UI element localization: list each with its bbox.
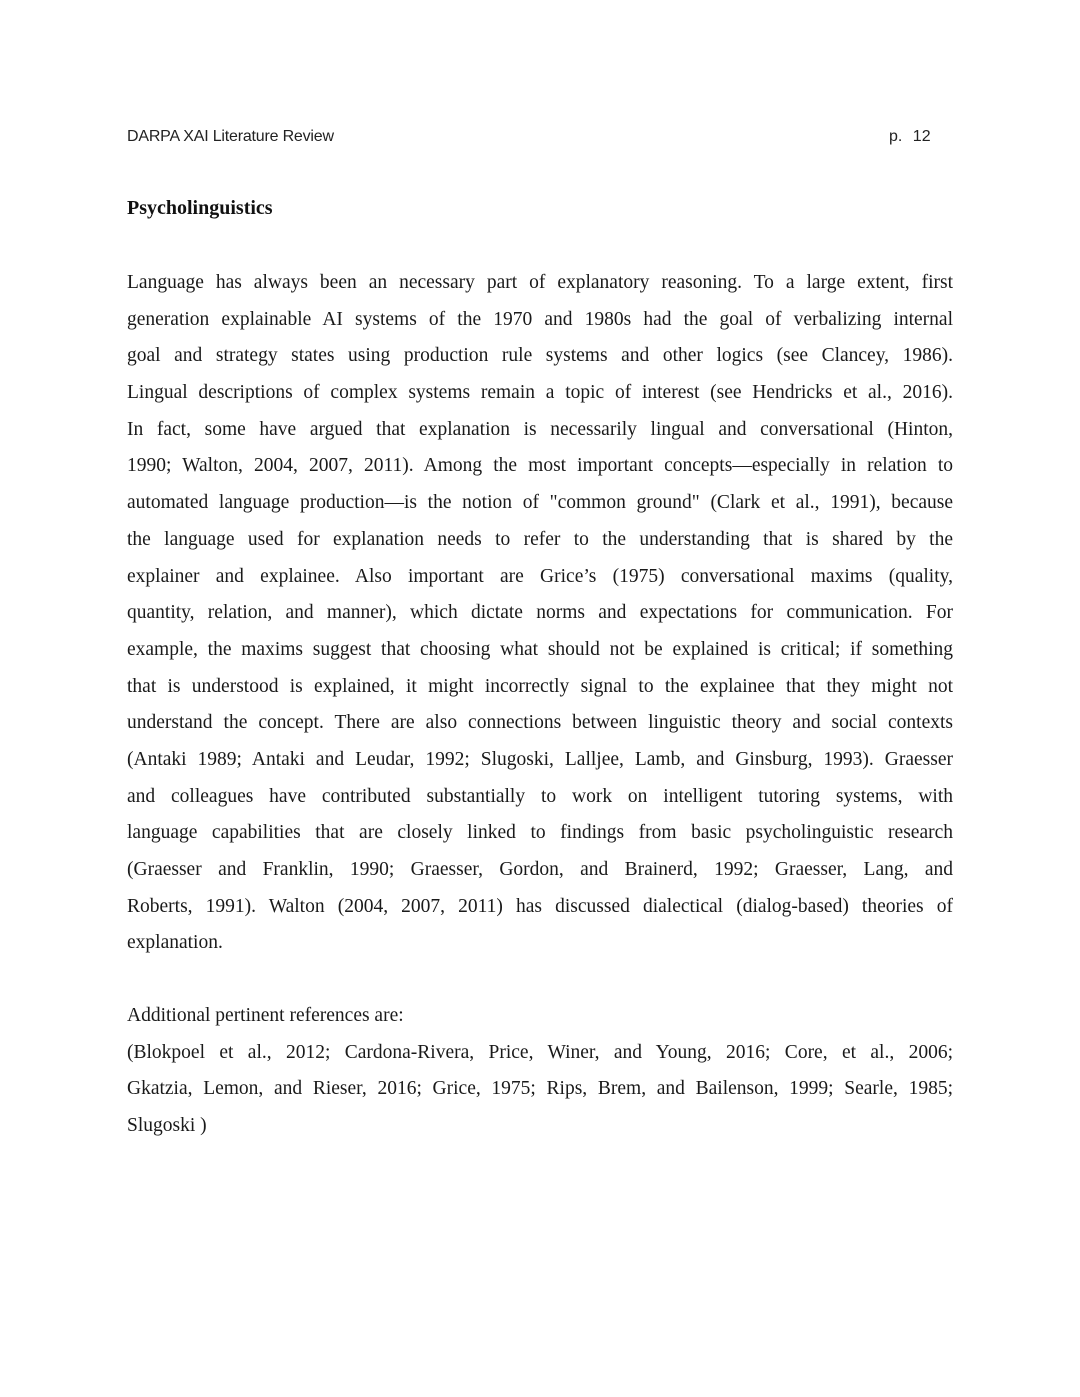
text-line: Language has always been an necessary part of explanatory reasoning. To a large extent, first xyxy=(127,272,953,293)
text-line: automated language production—is the notion of "common ground" (Clark et al., 1991), because xyxy=(127,492,953,514)
text-line: quantity, relation, and manner), which dictate norms and expectations for communication. For xyxy=(127,602,953,624)
text-line: and colleagues have contributed substantially to work on intelligent tutoring systems, with xyxy=(127,785,953,807)
text-line: the language used for explanation needs to refer to the understanding that is shared by the xyxy=(127,528,953,550)
text-line: language capabilities that are closely linked to findings from basic psycholinguistic research xyxy=(127,822,953,844)
text-line: understand the concept. There are also connections between linguistic theory and social contexts xyxy=(127,712,953,734)
text-line: example, the maxims suggest that choosing what should not be explained is critical; if something xyxy=(127,638,953,660)
text-line: Lingual descriptions of complex systems remain a topic of interest (see Hendricks et al., 2016). xyxy=(127,382,953,404)
text-line: explainer and explainee. Also important are Grice’s (1975) conversational maxims (quality, xyxy=(127,565,953,587)
page-header-running-title: DARPA XAI Literature Review xyxy=(127,128,334,145)
text-line: Gkatzia, Lemon, and Rieser, 2016; Grice, 1975; Rips, Brem, and Bailenson, 1999; Searle, 1985; xyxy=(127,1078,953,1100)
text-line: In fact, some have argued that explanation is necessarily lingual and conversational (Hinton, xyxy=(127,418,953,440)
text-line: Slugoski ) xyxy=(127,1115,207,1137)
text-line: 1990; Walton, 2004, 2007, 2011). Among the most important concepts—especially in relation to xyxy=(127,455,953,477)
text-line: (Blokpoel et al., 2012; Cardona-Rivera, Price, Winer, and Young, 2016; Core, et al., 2006; xyxy=(127,1041,953,1063)
text-line: goal and strategy states using production rule systems and other logics (see Clancey, 1986). xyxy=(127,345,953,367)
body-paragraph-1 xyxy=(127,265,953,962)
text-line: generation explainable AI systems of the 1970 and 1980s had the goal of verbalizing internal xyxy=(127,308,953,330)
section-title: Psycholinguistics xyxy=(127,197,273,219)
text-line: explanation. xyxy=(127,932,223,954)
text-line: Roberts, 1991). Walton (2004, 2007, 2011) has discussed dialectical (dialog-based) theories of xyxy=(127,895,953,917)
text-line: (Graesser and Franklin, 1990; Graesser, Gordon, and Brainerd, 1992; Graesser, Lang, and xyxy=(127,859,953,880)
text-line: that is understood is explained, it might incorrectly signal to the explainee that they might not xyxy=(127,675,953,697)
text-line: (Antaki 1989; Antaki and Leudar, 1992; Slugoski, Lalljee, Lamb, and Ginsburg, 1993). Graesser xyxy=(127,748,953,770)
additional-references-paragraph xyxy=(127,998,953,1145)
references-intro: Additional pertinent references are: xyxy=(127,1005,404,1026)
page-number: p. 12 xyxy=(889,128,931,145)
